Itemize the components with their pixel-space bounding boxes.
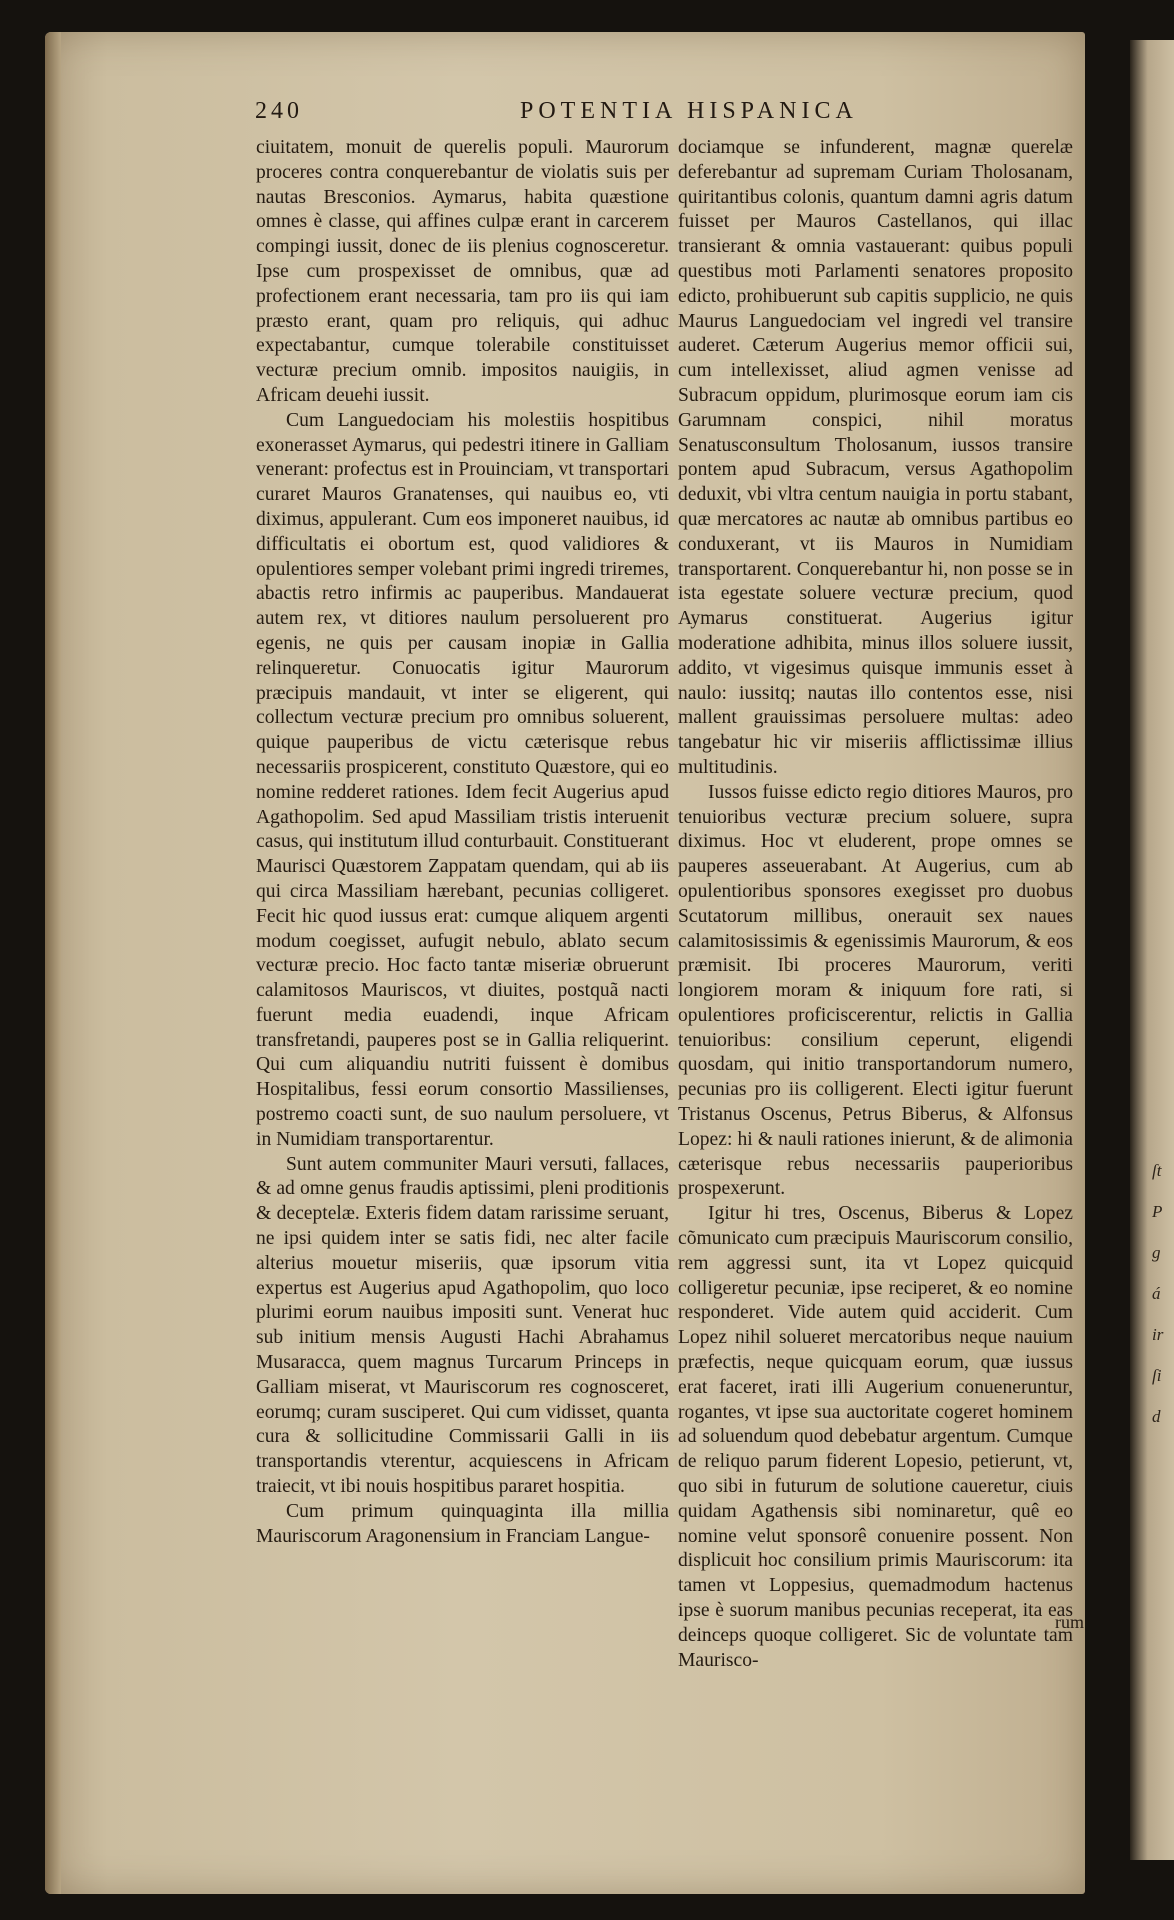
margin-fragment: ſi (1152, 1366, 1162, 1385)
next-page-edge (1130, 40, 1174, 1860)
margin-fragment: d (1152, 1407, 1161, 1426)
margin-fragment: ſt (1152, 1161, 1162, 1180)
paragraph: ciuitatem, monuit de querelis populi. Maurorum proceres contra conquerebantur de violatis suis per nautas Bresconios. Aymarus, habita quæstione omnes è classe, qui affines culpæ erant in carcerem compingi iussit, donec de iis plenius cognosceretur. Ipse cum prospexisset de omnibus, quæ ad profectionem erant necessaria, tam pro iis qui iam præsto erant, quam pro reliquis, qui adhuc expectabantur, cumque tolerabile constituisset vecturæ precium omnib. impositos nauigiis, in Africam deuehi iussit. (256, 137, 669, 406)
paragraph: dociamque se infunderent, magnæ querelæ deferebantur ad supremam Curiam Tholosanam, quiritantibus colonis, quantum damni agris datum fuisset per Mauros Castellanos, qui illac transierant & omnia vastauerant: quibus populi questibus moti Parlamenti senatores proposito edicto, prohibuerunt sub capitis supplicio, ne quis Maurus Languedociam vel ingredi vel transire auderet. Cæterum Augerius memor officii sui, cum intellexisset, aliud agmen venisse ad Subracum oppidum, plurimosque eorum iam cis Garumnam conspici, nihil moratus Senatusconsultum Tholosanum, iussos transire pontem apud Subracum, versus Agathopolim deduxit, vbi vltra centum nauigia in portu stabant, quæ mercatores ac nautæ ab omnibus partibus eo conduxerant, vt iis Mauros in Numidiam transportarent. Conquerebantur hi, non posse se in ista egestate soluere vecturæ precium, quod Aymarus constituerat. Augerius igitur moderatione adhibita, minus illos soluere iussit, addito, vt vigesimus quisque immunis esset à naulo: iussitq; nautas illo contentos esse, nisi mallent grauissimas persoluere multas: adeo tangebatur hic vir miseriis afflictissimæ illius multitudinis. (678, 137, 1073, 778)
page-number: 240 (255, 98, 303, 124)
paragraph: Cum primum quinquaginta illa millia Mauriscorum Aragonensium in Franciam Langue- (256, 1500, 669, 1547)
paragraph: Sunt autem communiter Mauri versuti, fallaces, & ad omne genus fraudis aptissimi, pleni proditionis & deceptelæ. Exteris fidem datam rarissime seruant, ne ipsi quidem inter se satis fidi, nec alter facile alterius mouetur miseriis, quæ ipsorum vitia expertus est Augerius apud Agathopolim, quo loco plurimi eorum nauibus impositi sunt. Venerat huc sub initium mensis Augusti Hachi Abrahamus Musaracca, quem magnus Turcarum Princeps in Galliam miserat, vt Mauriscorum res cognosceret, eorumq; curam susciperet. Qui cum vidisset, quanta cura & sollicitudine Commissarii Galli in iis transportandis vterentur, acquiescens in Africam traiecit, vt ibi nouis hospitibus pararet hospitia. (256, 1153, 669, 1498)
catchword: rum (1055, 1612, 1084, 1632)
right-text-column (678, 136, 1073, 1673)
margin-fragment: g (1152, 1243, 1161, 1262)
running-header (255, 98, 1055, 132)
paragraph: Cum Languedociam his molestiis hospitibus exonerasset Aymarus, qui pedestri itinere in Galliam venerant: profectus est in Prouinciam, vt transportari curaret Mauros Granatenses, qui nauibus eo, vti diximus, appulerant. Cum eos imponeret nauibus, id difficultatis ei obortum est, quod validiores & opulentiores semper volebant primi ingredi triremes, abactis retro infirmis ac pauperibus. Mandauerat autem rex, vt ditiores naulum persoluerent pro egenis, ne quis per causam inopiæ in Gallia relinqueretur. Conuocatis igitur Maurorum præcipuis mandauit, vt inter se eligerent, qui collectum vecturæ precium pro omnibus soluerent, quique pauperibus de victu cæterisque rebus necessariis prospicerent, constituto Quæstore, qui eo nomine redderet rationes. Idem fecit Augerius apud Agathopolim. Sed apud Massiliam tristis interuenit casus, qui institutum illud conturbauit. Constituerant Maurisci Quæstorem Zappatam quendam, qui ab iis qui circa Massiliam hærebant, pecunias colligeret. Fecit hic quod iussus erat: cumque aliquem argenti modum coegisset, aufugit nebulo, ablato secum vecturæ precio. Hoc facto tantæ miseriæ obruerunt calamitosos Mauriscos, vt diuites, postquã nacti fuerunt media euadendi, inque Africam transfretandi, pauperes post se in Gallia reliquerint. Qui cum aliquandiu nutriti fuissent è domibus Hospitalibus, fessi eorum consortio Massilienses, postremo coacti sunt, de suo naulum persoluere, vt in Numidiam transportarentur. (256, 409, 669, 1150)
running-title: POTENTIA HISPANICA (520, 98, 858, 124)
left-text-column (256, 136, 669, 1549)
paragraph: Igitur hi tres, Oscenus, Biberus & Lopez cõmunicato cum præcipuis Mauriscorum consilio, rem aggressi sunt, ita vt Lopez quicquid colligeretur pecuniæ, ipse reciperet, & eo nomine responderet. Vide autem quid acciderit. Cum Lopez nihil solueret mercatoribus neque nauium præfectis, neque quicquam eorum, quæ iussus erat faceret, irati illi Augerium conueneruntur, rogantes, vt ipse sua auctoritate cogeret hominem ad soluendum quod debebatur argentum. Cumque de reliquo parum fiderent Lopesio, petierunt, vt, quo sibi in futurum de solutione caueretur, ciuis quidam Agathensis sibi nominaretur, quê eo nomine velut sponsorê conuenire possent. Non displicuit hoc consilium primis Mauriscorum: ita tamen vt Loppesius, quemadmodum hactenus ipse è suorum manibus pecunias receperat, ita eas deinceps quoque colligeret. Sic de voluntate tam Maurisco- (678, 1203, 1073, 1671)
margin-fragment: ir (1152, 1325, 1164, 1344)
paragraph: Iussos fuisse edicto regio ditiores Mauros, pro tenuioribus vecturæ precium soluere, supra diximus. Hoc vt eluderent, prope omnes se pauperes asseuerabant. At Augerius, cum ab opulentioribus sponsores exegisset pro duobus Scutatorum millibus, onerauit sex naues calamitosissimis & egenissimis Maurorum, & eos præmisit. Ibi proceres Maurorum, veriti longiorem moram & iniquum fore rati, si opulentiores proficiscerentur, relictis in Gallia tenuioribus: consilium ceperunt, eligendi quosdam, qui initio transportandorum numero, pecunias pro iis colligerent. Electi igitur fuerunt Tristanus Oscenus, Petrus Biberus, & Alfonsus Lopez: hi & nauli rationes inierunt, & de alimonia cæterisque rebus necessariis pauperioribus prospexerunt. (678, 781, 1073, 1200)
next-page-margin-fragments (1152, 1150, 1172, 1437)
margin-fragment: á (1152, 1284, 1161, 1303)
margin-fragment: P (1152, 1202, 1163, 1221)
